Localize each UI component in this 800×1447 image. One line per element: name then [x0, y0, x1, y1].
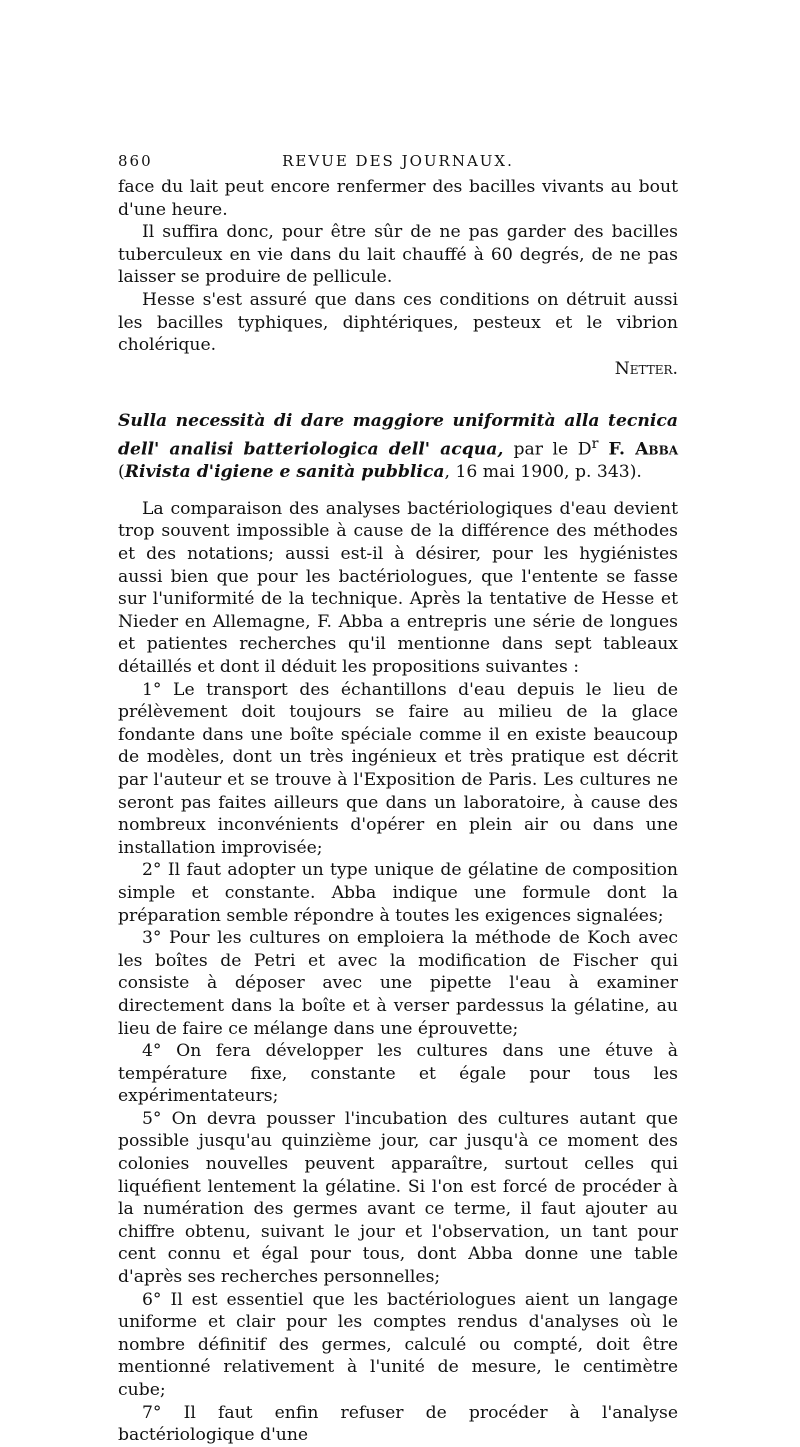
proposition-2: 2° Il faut adopter un type unique de gélatine de composition simple et constante. Abba indique une formule dont la préparation semble répondre à toutes les exigences signalées; — [118, 860, 678, 926]
proposition-5: 5° On devra pousser l'incubation des cultures autant que possible jusqu'au quinzième jour, car jusqu'à ce moment des colonies nouvelles peuvent apparaître, surtout celles qui liquéfient lentement la gélatine. Si l'on est forcé de procéder à la numération des germes avant ce terme, il faut ajouter au chiffre obtenu, suivant le jour et l'observation, un tant pour cent connu et égal pour tous, dont Abba donne une table d'après ses recherches personnelles; — [118, 1108, 678, 1288]
text-column — [118, 176, 678, 1447]
by-prefix: par le D — [513, 439, 592, 460]
article-heading — [118, 410, 678, 484]
journal-name: Rivista d'igiene e sanità pubblica — [124, 462, 445, 483]
proposition-4: 4° On fera développer les cultures dans une étuve à température fixe, constante et égale pour tous les expérimentateurs; — [118, 1041, 678, 1107]
article-intro: La comparaison des analyses bactériologiques d'eau devient trop souvent impossible à cause de la différence des méthodes et des notations; aussi est-il à désirer, pour les hygiénistes aussi bien que pour les bactériologues, que l'entente se fasse sur l'uniformité de la technique. Après la tentative de Hesse et Nieder en Allemagne, F. Abba a entrepris une série de longues et patientes recherches qu'il mentionne dans sept tableaux détaillés et dont il déduit les propositions suivantes : — [118, 498, 678, 678]
running-title: REVUE DES JOURNAUX. — [282, 152, 514, 170]
article-title: Sulla necessità di dare maggiore uniformità alla tecnica dell' analisi batteriologica dell' acqua, — [118, 411, 678, 460]
doctor-abbrev-sup: r — [591, 435, 599, 452]
page-number: 860 — [118, 152, 153, 170]
citation-details: , 16 mai 1900, p. 343). — [444, 462, 642, 483]
journal-open-paren: ( — [118, 462, 125, 483]
proposition-3: 3° Pour les cultures on emploiera la méthode de Koch avec les boîtes de Petri et avec la modification de Fischer qui consiste à déposer avec une pipette l'eau à examiner directement dans la boîte et à verser pardessus la gélatine, au lieu de faire ce mélange dans une éprouvette; — [118, 928, 678, 1039]
proposition-6: 6° Il est essentiel que les bactériologues aient un langage uniforme et clair pour les comptes rendus d'analyses où le nombre définitif des germes, calculé ou compté, doit être mentionné relativement à l'unité de mesure, le centimètre cube; — [118, 1289, 678, 1401]
proposition-1: 1° Le transport des échantillons d'eau depuis le lieu de prélèvement doit toujours se faire au milieu de la glace fondante dans une boîte spéciale comme il en existe beaucoup de modèles, dont un très ingénieux et très pratique est décrit par l'auteur et se trouve à l'Exposition de Paris. Les cultures ne seront pas faites ailleurs que dans un laboratoire, à cause des nombreux inconvénients d'opérer en plein air ou dans une installation improvisée; — [118, 679, 678, 858]
paragraph: Il suffira donc, pour être sûr de ne pas garder des bacilles tuberculeux en vie dans du lait chauffé à 60 degrés, de ne pas laisser se produire de pellicule. — [118, 222, 678, 288]
proposition-7: 7° Il faut enfin refuser de procéder à l'analyse bactériologique d'une — [118, 1402, 678, 1446]
paragraph-continuation: face du lait peut encore renfermer des bacilles vivants au bout d'une heure. — [118, 177, 678, 220]
paragraph: Hesse s'est assuré que dans ces conditions on détruit aussi les bacilles typhiques, diphtériques, pesteux et le vibrion cholérique. — [118, 289, 678, 356]
article-author: F. Abba — [608, 439, 679, 460]
author-signature: Netter. — [614, 358, 678, 379]
page-header — [118, 152, 678, 176]
